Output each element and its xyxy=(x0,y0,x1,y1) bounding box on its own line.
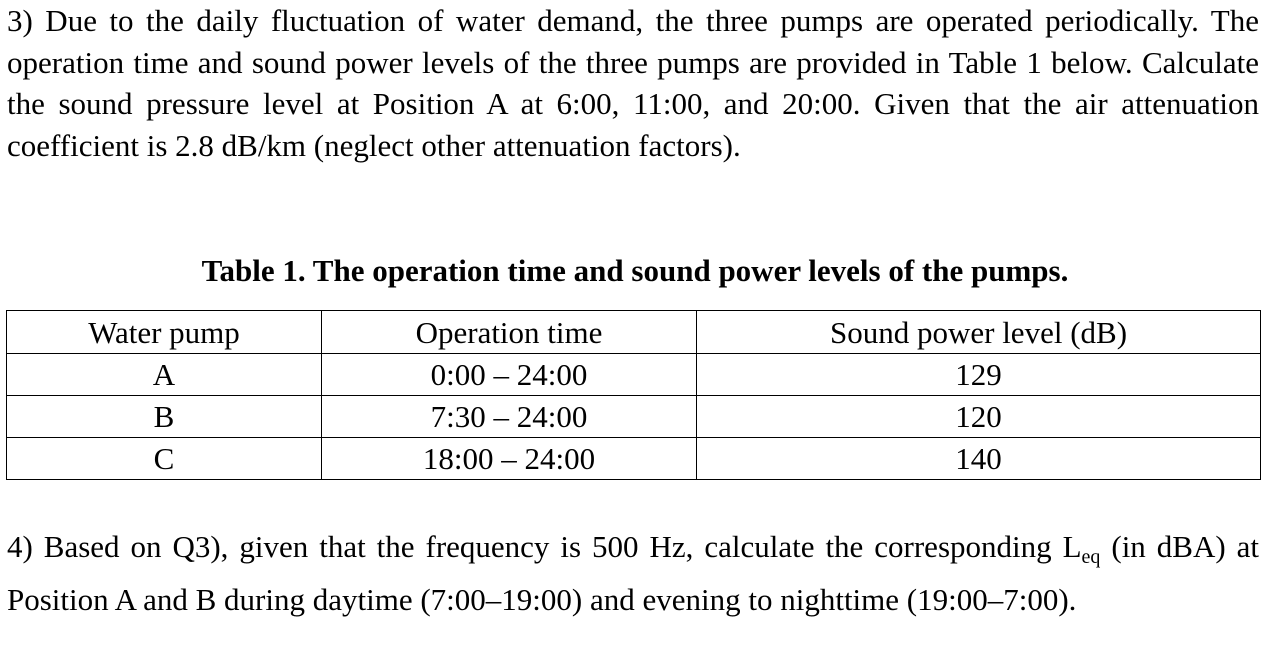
table-caption: Table 1. The operation time and sound power levels of the pumps. xyxy=(201,253,1069,288)
question-3-text: 3) Due to the daily fluctuation of water demand, the three pumps are operated periodically. The operation time and sound power levels of the three pumps are provided in Table 1 below. Calculate the sound pressure level at Position A at 6:00, 11:00, and 20:00. Given that the air attenuation coefficient is 2.8 dB/km (neglect other attenuation factors). xyxy=(7,3,1259,163)
leq-subscript: eq xyxy=(1081,546,1101,568)
header-operation-time: Operation time xyxy=(322,311,697,354)
sound-power-level-cell: 120 xyxy=(697,396,1261,438)
question-4-text-start: 4) Based on Q3), given that the frequency is 500 Hz, calculate the corresponding L xyxy=(7,529,1082,564)
table-header-row xyxy=(7,311,1261,354)
pump-table xyxy=(6,310,1261,480)
header-water-pump: Water pump xyxy=(7,311,322,354)
sound-power-level-cell: 140 xyxy=(697,438,1261,480)
pump-name-cell: B xyxy=(7,396,322,438)
header-sound-power-level: Sound power level (dB) xyxy=(697,311,1261,354)
operation-time-cell: 0:00 – 24:00 xyxy=(322,354,697,396)
table-row xyxy=(7,354,1261,396)
sound-power-level-cell: 129 xyxy=(697,354,1261,396)
operation-time-cell: 7:30 – 24:00 xyxy=(322,396,697,438)
table-row xyxy=(7,396,1261,438)
question-4-text-end: (in dBA) at Position A and B during daytime (7:00–19:00) and evening to nighttime (19:00–7:00). xyxy=(7,529,1259,617)
pump-name-cell: A xyxy=(7,354,322,396)
table-row xyxy=(7,438,1261,480)
question-4-text xyxy=(7,526,1259,620)
operation-time-cell: 18:00 – 24:00 xyxy=(322,438,697,480)
pump-name-cell: C xyxy=(7,438,322,480)
